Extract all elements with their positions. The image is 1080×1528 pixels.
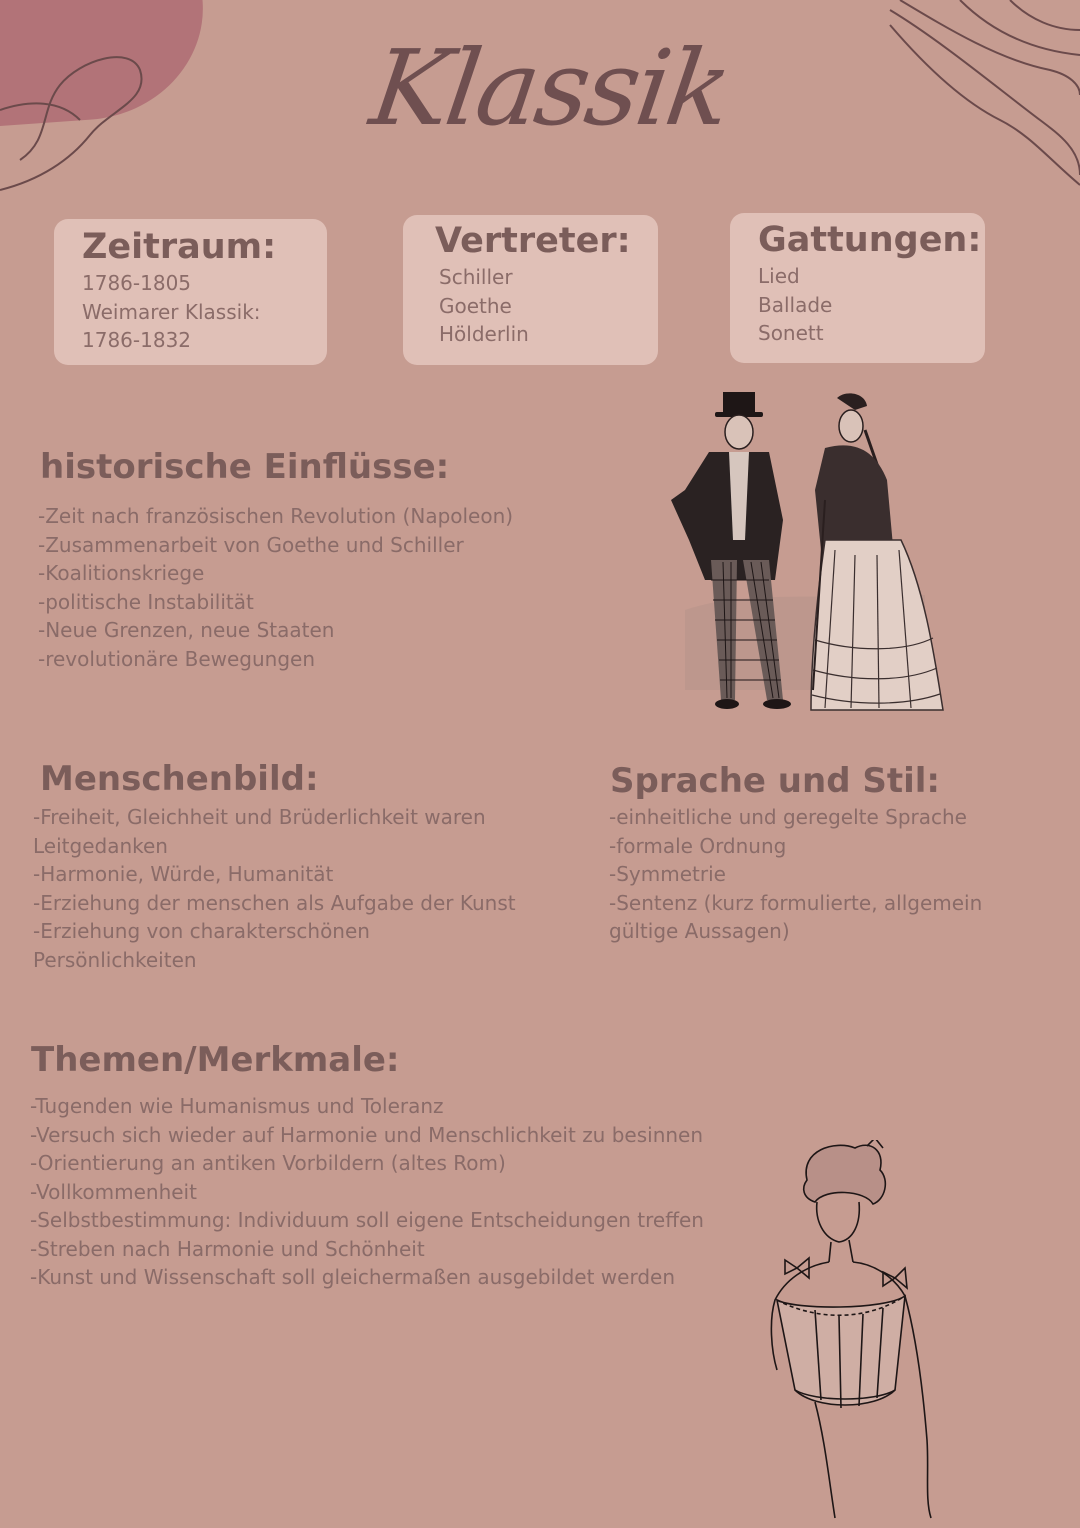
card-line: Hölderlin bbox=[439, 322, 529, 346]
list-item: -Koalitionskriege bbox=[38, 561, 205, 585]
woman-corset-illustration bbox=[755, 1140, 940, 1520]
card-gattungen bbox=[730, 213, 985, 363]
decor-swirl-left bbox=[0, 40, 160, 210]
card-heading: Zeitraum: bbox=[82, 227, 277, 267]
card-line: Goethe bbox=[439, 293, 512, 318]
card-line: Weimarer Klassik: bbox=[82, 299, 261, 324]
list-item: -Harmonie, Würde, Humanität bbox=[33, 862, 334, 886]
list-menschenbild bbox=[33, 803, 538, 974]
card-line: Sonett bbox=[758, 321, 824, 345]
section-heading-historische: historische Einflüsse: bbox=[40, 447, 450, 487]
list-item: -Streben nach Harmonie und Schönheit bbox=[30, 1236, 425, 1261]
couple-illustration bbox=[665, 390, 950, 720]
list-item: -Sentenz (kurz formulierte, allgemein gültige Aussagen) bbox=[609, 890, 983, 943]
card-line: Ballade bbox=[758, 292, 833, 317]
list-item: -revolutionäre Bewegungen bbox=[38, 646, 316, 671]
list-item: -Erziehung der menschen als Aufgabe der Kunst bbox=[33, 890, 516, 915]
card-line: 1786-1832 bbox=[82, 328, 192, 352]
decor-lines-right bbox=[880, 0, 1080, 190]
card-heading: Vertreter: bbox=[435, 221, 631, 261]
card-line: 1786-1805 bbox=[82, 271, 192, 295]
list-item: -Orientierung an antiken Vorbildern (altes Rom) bbox=[30, 1151, 506, 1175]
card-heading: Gattungen: bbox=[758, 220, 982, 260]
list-item: -Neue Grenzen, neue Staaten bbox=[38, 618, 335, 642]
section-heading-sprache: Sprache und Stil: bbox=[610, 761, 941, 801]
list-item: -politische Instabilität bbox=[38, 589, 254, 614]
card-line: Lied bbox=[758, 264, 800, 288]
list-item: -Kunst und Wissenschaft soll gleichermaßen ausgebildet werden bbox=[30, 1265, 675, 1289]
list-sprache bbox=[609, 803, 1054, 946]
list-item: -formale Ordnung bbox=[609, 833, 787, 858]
page-title: Klassik bbox=[363, 27, 737, 149]
list-item: -Selbstbestimmung: Individuum soll eigene Entscheidungen treffen bbox=[30, 1208, 704, 1232]
list-item: -Symmetrie bbox=[609, 862, 726, 886]
section-heading-menschenbild: Menschenbild: bbox=[40, 759, 319, 799]
list-item: -Erziehung von charakterschönen Persönlichkeiten bbox=[33, 919, 370, 972]
card-zeitraum bbox=[54, 219, 327, 365]
list-item: -Tugenden wie Humanismus und Toleranz bbox=[30, 1094, 444, 1118]
list-item: -Zeit nach französischen Revolution (Napoleon) bbox=[38, 504, 514, 528]
list-item: -einheitliche und geregelte Sprache bbox=[609, 805, 967, 829]
card-line: Schiller bbox=[439, 265, 513, 289]
list-themen bbox=[30, 1092, 704, 1292]
list-historische bbox=[38, 502, 513, 673]
section-heading-themen: Themen/Merkmale: bbox=[31, 1040, 400, 1080]
list-item: -Freiheit, Gleichheit und Brüderlichkeit waren Leitgedanken bbox=[33, 805, 486, 858]
list-item: -Vollkommenheit bbox=[30, 1179, 197, 1204]
card-vertreter bbox=[403, 215, 658, 365]
list-item: -Versuch sich wieder auf Harmonie und Menschlichkeit zu besinnen bbox=[30, 1122, 704, 1147]
list-item: -Zusammenarbeit von Goethe und Schiller bbox=[38, 532, 464, 557]
